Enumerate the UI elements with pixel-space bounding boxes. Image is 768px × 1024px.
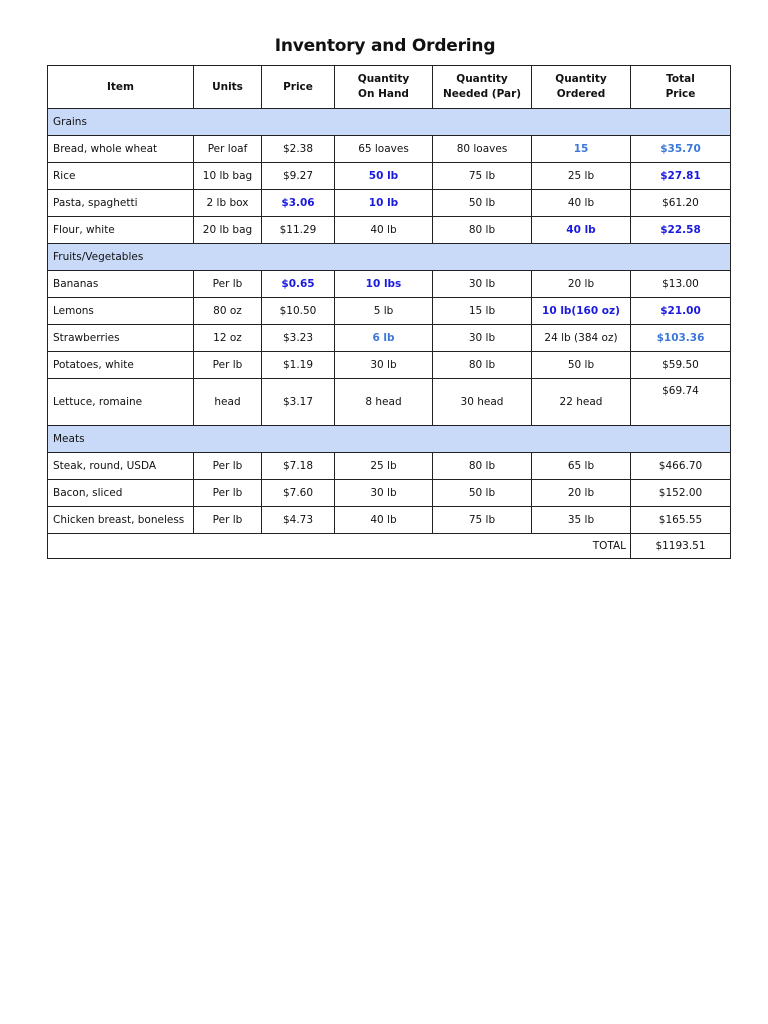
cell-total: $13.00	[631, 271, 731, 298]
table-row	[48, 136, 731, 163]
header-quantity-needed: Quantity Needed (Par)	[433, 66, 532, 109]
cell-total: $466.70	[631, 453, 731, 480]
cell-on-hand: 5 lb	[335, 298, 433, 325]
cell-item: Flour, white	[48, 217, 194, 244]
cell-units: 80 oz	[194, 298, 262, 325]
cell-price: $7.60	[262, 480, 335, 507]
category-label: Grains	[48, 109, 731, 136]
cell-units: Per lb	[194, 271, 262, 298]
cell-price: $3.06	[262, 190, 335, 217]
category-label: Meats	[48, 426, 731, 453]
table-row	[48, 352, 731, 379]
table-row	[48, 480, 731, 507]
cell-on-hand: 30 lb	[335, 352, 433, 379]
cell-item: Chicken breast, boneless	[48, 507, 194, 534]
table-row	[48, 163, 731, 190]
table-row	[48, 298, 731, 325]
cell-par: 50 lb	[433, 190, 532, 217]
cell-ordered: 24 lb (384 oz)	[532, 325, 631, 352]
cell-price: $0.65	[262, 271, 335, 298]
cell-units: 10 lb bag	[194, 163, 262, 190]
cell-total: $35.70	[631, 136, 731, 163]
cell-units: 2 lb box	[194, 190, 262, 217]
cell-par: 80 loaves	[433, 136, 532, 163]
cell-ordered: 22 head	[532, 379, 631, 426]
header-units: Units	[194, 66, 262, 109]
cell-units: Per lb	[194, 480, 262, 507]
table-row	[48, 271, 731, 298]
category-row-grains	[48, 109, 731, 136]
cell-ordered: 35 lb	[532, 507, 631, 534]
cell-par: 80 lb	[433, 453, 532, 480]
category-row-fruits-vegetables	[48, 244, 731, 271]
inventory-table	[47, 65, 731, 559]
cell-units: Per lb	[194, 352, 262, 379]
cell-price: $1.19	[262, 352, 335, 379]
cell-total: $59.50	[631, 352, 731, 379]
cell-total: $165.55	[631, 507, 731, 534]
cell-ordered: 20 lb	[532, 480, 631, 507]
cell-units: 20 lb bag	[194, 217, 262, 244]
cell-item: Lettuce, romaine	[48, 379, 194, 426]
page-title: Inventory and Ordering	[274, 36, 496, 56]
cell-item: Bread, whole wheat	[48, 136, 194, 163]
cell-price: $2.38	[262, 136, 335, 163]
cell-ordered: 10 lb(160 oz)	[532, 298, 631, 325]
cell-on-hand: 30 lb	[335, 480, 433, 507]
cell-on-hand: 8 head	[335, 379, 433, 426]
table-row	[48, 507, 731, 534]
cell-ordered: 50 lb	[532, 352, 631, 379]
table-row	[48, 453, 731, 480]
cell-item: Pasta, spaghetti	[48, 190, 194, 217]
table-row	[48, 379, 731, 426]
cell-par: 30 head	[433, 379, 532, 426]
cell-item: Bacon, sliced	[48, 480, 194, 507]
cell-total: $69.74	[631, 379, 731, 426]
header-item: Item	[48, 66, 194, 109]
header-total-price: Total Price	[631, 66, 731, 109]
total-row	[48, 534, 731, 559]
cell-ordered: 15	[532, 136, 631, 163]
table-row	[48, 325, 731, 352]
header-quantity-on-hand: Quantity On Hand	[335, 66, 433, 109]
cell-price: $4.73	[262, 507, 335, 534]
cell-price: $3.23	[262, 325, 335, 352]
category-label: Fruits/Vegetables	[48, 244, 731, 271]
cell-on-hand: 40 lb	[335, 217, 433, 244]
cell-on-hand: 50 lb	[335, 163, 433, 190]
total-value: $1193.51	[631, 534, 731, 559]
cell-units: Per loaf	[194, 136, 262, 163]
category-row-meats	[48, 426, 731, 453]
cell-item: Strawberries	[48, 325, 194, 352]
cell-par: 15 lb	[433, 298, 532, 325]
cell-units: Per lb	[194, 453, 262, 480]
cell-ordered: 20 lb	[532, 271, 631, 298]
cell-on-hand: 10 lbs	[335, 271, 433, 298]
cell-ordered: 25 lb	[532, 163, 631, 190]
table-row	[48, 190, 731, 217]
cell-price: $9.27	[262, 163, 335, 190]
cell-item: Bananas	[48, 271, 194, 298]
cell-on-hand: 6 lb	[335, 325, 433, 352]
table-row	[48, 217, 731, 244]
cell-total: $21.00	[631, 298, 731, 325]
cell-item: Rice	[48, 163, 194, 190]
header-quantity-ordered: Quantity Ordered	[532, 66, 631, 109]
total-label: TOTAL	[48, 534, 631, 559]
cell-par: 80 lb	[433, 352, 532, 379]
cell-ordered: 40 lb	[532, 190, 631, 217]
cell-par: 30 lb	[433, 325, 532, 352]
cell-price: $7.18	[262, 453, 335, 480]
cell-ordered: 65 lb	[532, 453, 631, 480]
cell-units: head	[194, 379, 262, 426]
cell-total: $22.58	[631, 217, 731, 244]
cell-on-hand: 40 lb	[335, 507, 433, 534]
cell-price: $11.29	[262, 217, 335, 244]
cell-price: $10.50	[262, 298, 335, 325]
cell-total: $27.81	[631, 163, 731, 190]
cell-on-hand: 25 lb	[335, 453, 433, 480]
cell-total: $152.00	[631, 480, 731, 507]
cell-item: Steak, round, USDA	[48, 453, 194, 480]
cell-par: 75 lb	[433, 163, 532, 190]
cell-units: Per lb	[194, 507, 262, 534]
cell-item: Potatoes, white	[48, 352, 194, 379]
cell-price: $3.17	[262, 379, 335, 426]
cell-par: 80 lb	[433, 217, 532, 244]
cell-ordered: 40 lb	[532, 217, 631, 244]
cell-on-hand: 10 lb	[335, 190, 433, 217]
cell-on-hand: 65 loaves	[335, 136, 433, 163]
table-header-row	[48, 66, 731, 109]
cell-par: 75 lb	[433, 507, 532, 534]
header-price: Price	[262, 66, 335, 109]
cell-total: $61.20	[631, 190, 731, 217]
cell-par: 50 lb	[433, 480, 532, 507]
cell-par: 30 lb	[433, 271, 532, 298]
cell-item: Lemons	[48, 298, 194, 325]
cell-total: $103.36	[631, 325, 731, 352]
cell-units: 12 oz	[194, 325, 262, 352]
